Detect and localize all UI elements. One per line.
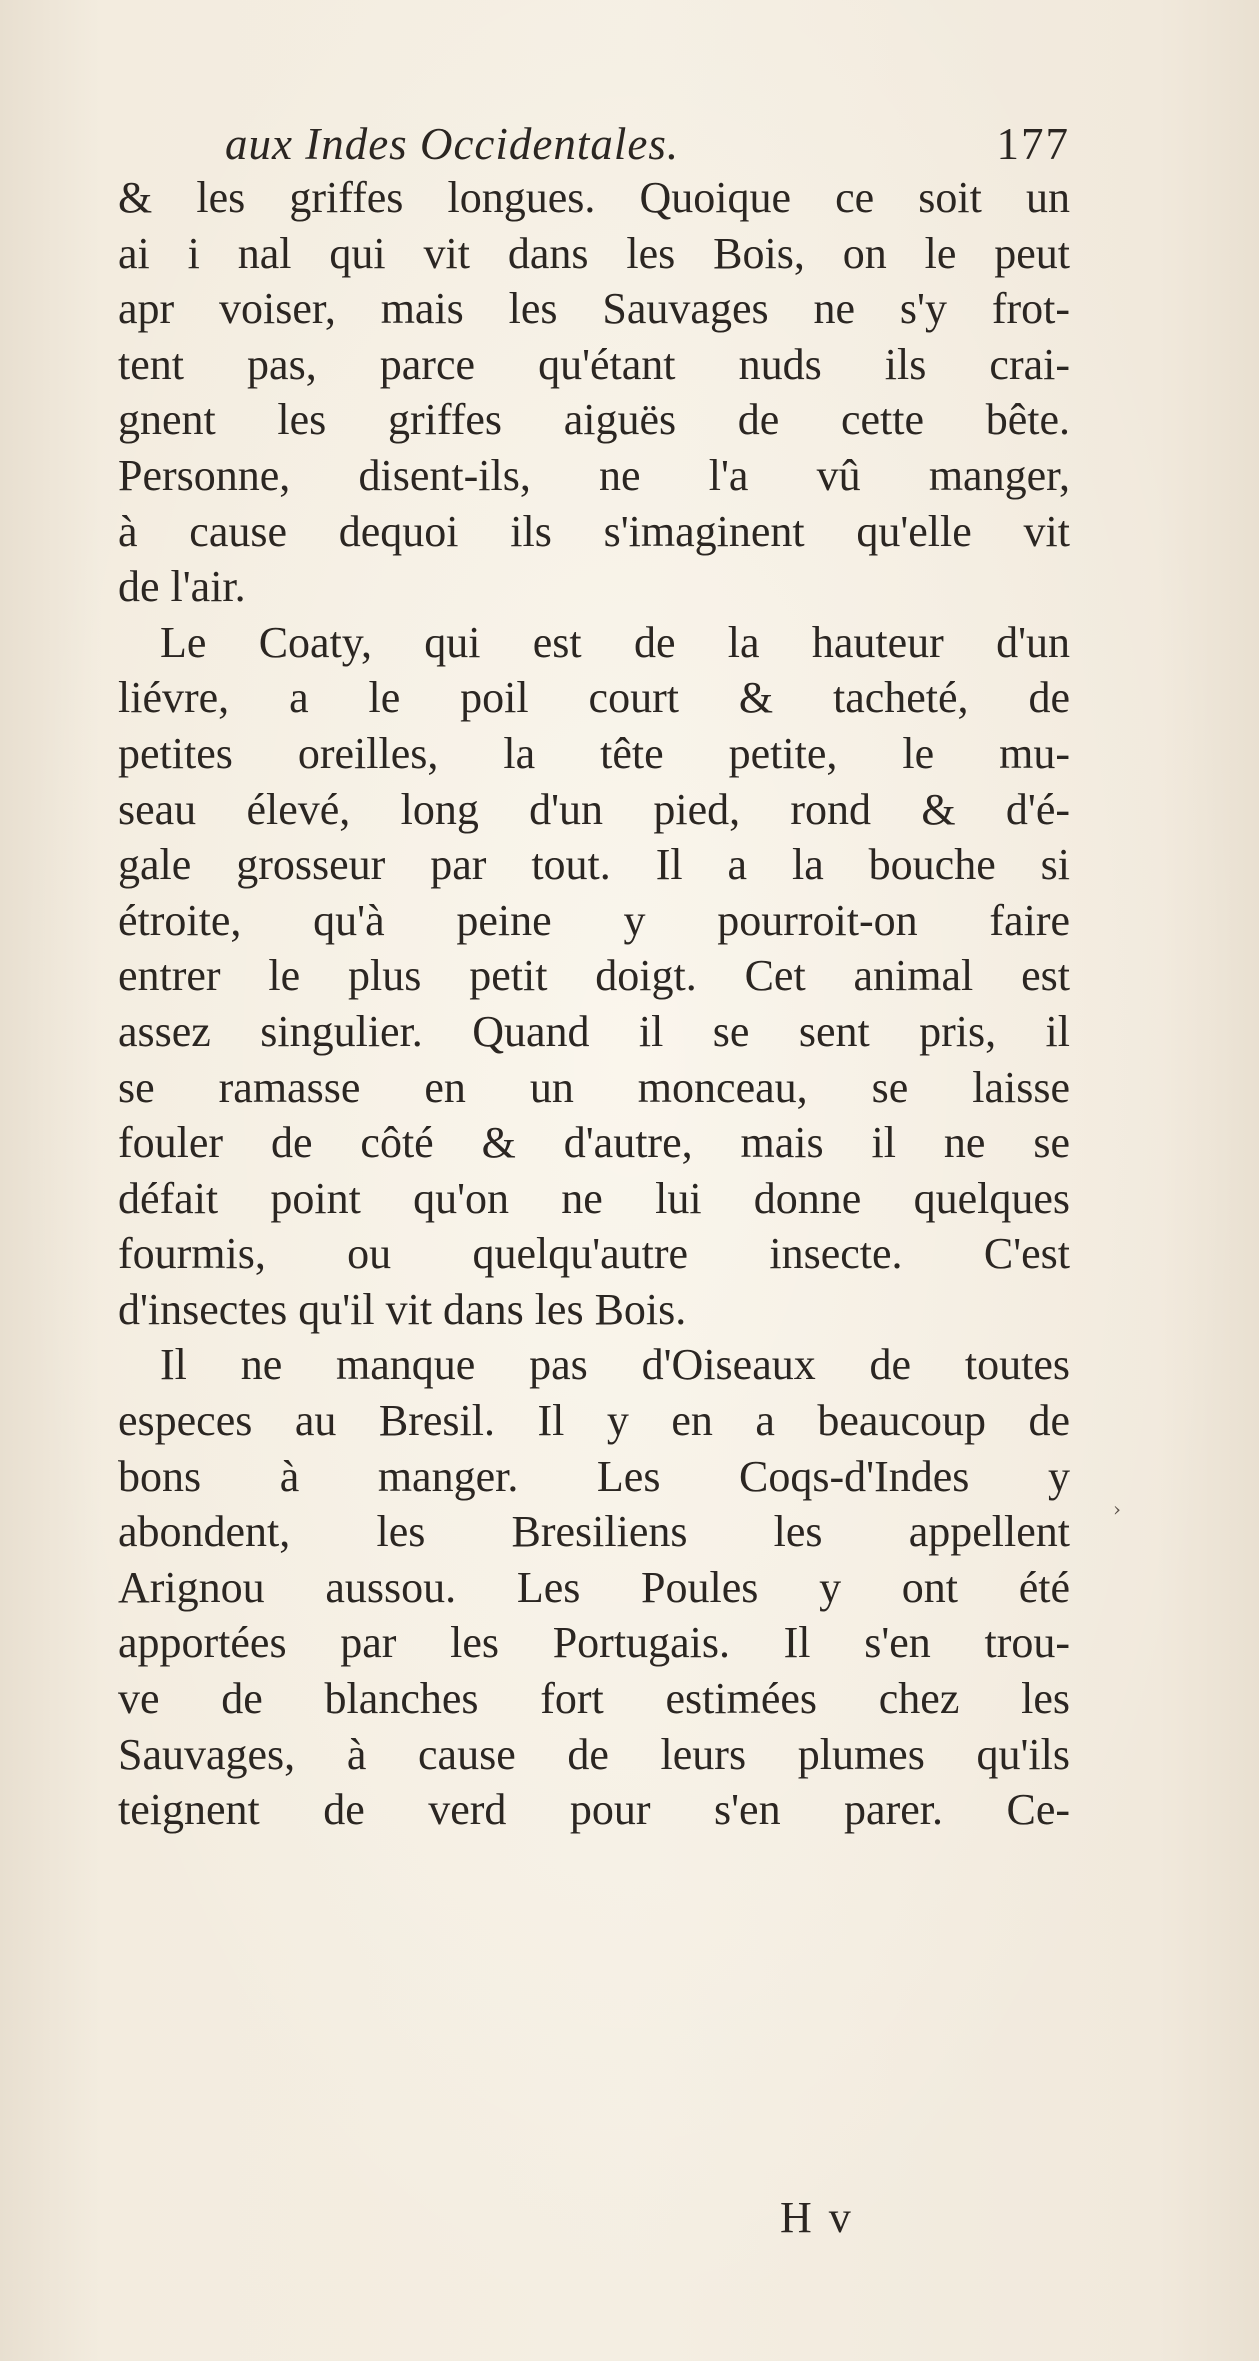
text-line: seau élevé, long d'un pied, rond & d'é- (118, 784, 1070, 834)
text-line: ve de blanches fort estimées chez les (118, 1674, 1070, 1724)
body-text (118, 170, 1070, 1838)
text-line: fourmis, ou quelqu'autre insecte. C'est (118, 1229, 1070, 1279)
text-line: tent pas, parce qu'étant nuds ils crai- (118, 339, 1070, 389)
text-line: ai i nal qui vit dans les Bois, on le peut (118, 228, 1070, 278)
text-line: teignent de verd pour s'en parer. Ce- (118, 1785, 1070, 1835)
text-line: gnent les griffes aiguës de cette bête. (118, 395, 1070, 445)
text-line: bons à manger. Les Coqs-d'Indes y (118, 1451, 1070, 1501)
text-line: Arignou aussou. Les Poules y ont été (118, 1562, 1070, 1612)
text-line: Il ne manque pas d'Oiseaux de toutes (160, 1340, 1070, 1390)
text-line: à cause dequoi ils s'imaginent qu'elle vit (118, 506, 1070, 556)
text-line: petites oreilles, la tête petite, le mu- (118, 728, 1070, 778)
text-line: se ramasse en un monceau, se laisse (118, 1062, 1070, 1112)
page-number: 177 (996, 119, 1070, 169)
page-header (225, 118, 1070, 178)
text-line: d'insectes qu'il vit dans les Bois. (118, 1284, 687, 1334)
text-line: Sauvages, à cause de leurs plumes qu'ils (118, 1729, 1070, 1779)
text-line: défait point qu'on ne lui donne quelques (118, 1173, 1070, 1223)
text-line: Personne, disent-ils, ne l'a vû manger, (118, 450, 1070, 500)
text-line: fouler de côté & d'autre, mais il ne se (118, 1118, 1070, 1168)
signature-mark: H v (780, 2193, 854, 2242)
text-line: apportées par les Portugais. Il s'en trou- (118, 1618, 1070, 1668)
text-line: liévre, a le poil court & tacheté, de (118, 673, 1070, 723)
margin-mark: › (1113, 1497, 1121, 1521)
text-line: de l'air. (118, 562, 246, 612)
text-line: Le Coaty, qui est de la hauteur d'un (160, 617, 1070, 667)
text-line: étroite, qu'à peine y pourroit-on faire (118, 895, 1070, 945)
text-line: assez singulier. Quand il se sent pris, il (118, 1006, 1070, 1056)
text-line: entrer le plus petit doigt. Cet animal est (118, 951, 1070, 1001)
running-title: aux Indes Occidentales. (225, 119, 680, 169)
text-line: gale grosseur par tout. Il a la bouche si (118, 840, 1070, 890)
text-line: apr voiser, mais les Sauvages ne s'y frot- (118, 284, 1070, 334)
text-line: especes au Bresil. Il y en a beaucoup de (118, 1396, 1070, 1446)
text-line: abondent, les Bresiliens les appellent (118, 1507, 1070, 1557)
text-line: & les griffes longues. Quoique ce soit un (118, 173, 1070, 222)
